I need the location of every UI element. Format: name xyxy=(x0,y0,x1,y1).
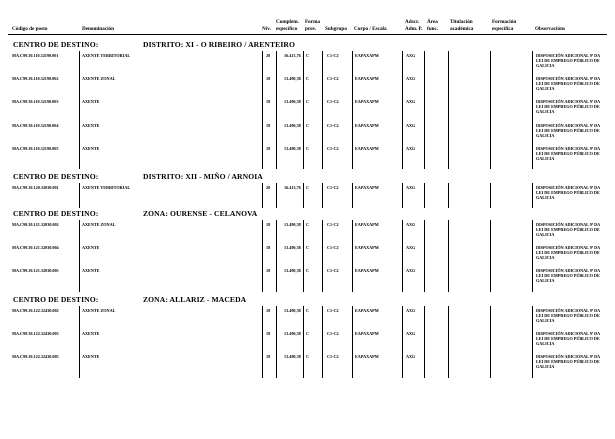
cell-denominacion: AXENTE ZONAL xyxy=(82,222,116,227)
cell-nivel: 20 xyxy=(266,53,271,58)
header-denominacion: Denominación xyxy=(82,26,114,32)
cell-codigo: MA.C99.30.122.32430.003 xyxy=(12,331,59,337)
cell-denominacion: AXENTE xyxy=(82,354,100,360)
cell-adscr: AXG xyxy=(406,99,416,105)
cell-adscr: AXG xyxy=(406,185,416,190)
section-label: CENTRO DE DESTINO: xyxy=(13,172,99,181)
cell-nivel: 18 xyxy=(266,331,271,337)
cell-subgrupo: C1-C2 xyxy=(327,99,339,105)
cell-observacions: DISPOSICIÓN ADICIONAL 9ª DA LEI DE EMPREGO PÚBLICO DE GALICIA xyxy=(536,99,600,115)
cell-complemento: 13.490,38 xyxy=(284,99,301,105)
cell-complemento: 13.490,38 xyxy=(284,245,301,251)
header-forma-1: Forma xyxy=(305,19,320,25)
cell-observacions: DISPOSICIÓN ADICIONAL 9ª DA LEI DE EMPREGO PÚBLICO DE GALICIA xyxy=(536,268,600,284)
cell-denominacion: AXENTE xyxy=(82,122,100,128)
cell-codigo: MA.C99.30.122.32430.002 xyxy=(12,308,59,313)
cell-observacions: DISPOSICIÓN ADICIONAL 9ª DA LEI DE EMPREGO PÚBLICO DE GALICIA xyxy=(536,145,600,161)
cell-adscr: AXG xyxy=(406,245,416,251)
cell-subgrupo: C1-C2 xyxy=(327,145,339,151)
table-row xyxy=(0,123,615,145)
cell-codigo: MA.C99.30.122.32430.005 xyxy=(12,354,59,360)
cell-corpo: EAPAXAPM xyxy=(355,76,379,82)
header-forma-2: prov. xyxy=(305,26,317,32)
cell-forma: C xyxy=(306,53,310,58)
table-row xyxy=(0,76,615,98)
cell-nivel: 18 xyxy=(266,354,271,360)
cell-forma: C xyxy=(306,99,310,105)
cell-forma: C xyxy=(306,145,310,151)
cell-forma: C xyxy=(306,122,310,128)
cell-corpo: EAPAXAPM xyxy=(355,354,379,360)
cell-nivel: 18 xyxy=(266,122,271,128)
header-complemento-2: específico xyxy=(276,26,298,32)
cell-subgrupo: C1-C2 xyxy=(327,185,339,190)
cell-complemento: 13.490,38 xyxy=(284,354,301,360)
cell-complemento: 13.490,38 xyxy=(284,76,301,82)
cell-codigo: MA.C99.30.110.32190.005 xyxy=(12,145,59,151)
cell-complemento: 16.413,76 xyxy=(284,53,301,58)
cell-observacions: DISPOSICIÓN ADICIONAL 9ª DA LEI DE EMPREGO PÚBLICO DE GALICIA xyxy=(536,185,600,200)
cell-corpo: EAPAXAPM xyxy=(355,268,379,274)
cell-forma: C xyxy=(306,185,310,190)
section-label: CENTRO DE DESTINO: xyxy=(13,295,99,304)
cell-codigo: MA.C99.30.121.32030.005 xyxy=(12,268,59,274)
cell-corpo: EAPAXAPM xyxy=(355,53,379,58)
cell-observacions: DISPOSICIÓN ADICIONAL 9ª DA LEI DE EMPREGO PÚBLICO DE GALICIA xyxy=(536,331,600,347)
header-corpo: Corpo / Escala xyxy=(354,26,387,32)
header-area-2: func. xyxy=(427,26,439,32)
section-name: DISTRITO: XII - MIÑO / ARNOIA xyxy=(143,172,263,181)
cell-adscr: AXG xyxy=(406,268,416,274)
cell-forma: C xyxy=(306,308,310,313)
cell-corpo: EAPAXAPM xyxy=(355,122,379,128)
header-titulacion-2: académica xyxy=(450,26,474,32)
cell-observacions: DISPOSICIÓN ADICIONAL 9ª DA LEI DE EMPREGO PÚBLICO DE GALICIA xyxy=(536,308,600,323)
cell-denominacion: AXENTE ZONAL xyxy=(82,76,116,82)
section-name: ZONA: ALLARIZ - MACEDA xyxy=(143,295,247,304)
cell-codigo: MA.C99.30.110.32190.004 xyxy=(12,122,59,128)
cell-nivel: 18 xyxy=(266,99,271,105)
cell-adscr: AXG xyxy=(406,331,416,337)
cell-denominacion: AXENTE xyxy=(82,145,100,151)
header-nivel: Nív. xyxy=(262,26,271,32)
table-row xyxy=(0,53,615,75)
cell-nivel: 18 xyxy=(266,308,271,313)
cell-adscr: AXG xyxy=(406,145,416,151)
cell-nivel: 18 xyxy=(266,222,271,227)
cell-observacions: DISPOSICIÓN ADICIONAL 9ª DA LEI DE EMPREGO PÚBLICO DE GALICIA xyxy=(536,122,600,138)
header-complemento-1: Complem. xyxy=(276,19,299,25)
cell-denominacion: AXENTE TERRITORIAL xyxy=(82,185,131,190)
header-area-1: Área xyxy=(427,19,438,25)
section-name: ZONA: OURENSE - CELANOVA xyxy=(143,209,258,218)
cell-denominacion: AXENTE xyxy=(82,268,100,274)
cell-complemento: 13.490,38 xyxy=(284,308,301,313)
cell-corpo: EAPAXAPM xyxy=(355,331,379,337)
header-observacions: Observacións xyxy=(535,26,565,32)
header-adscr-1: Adscr. xyxy=(405,19,420,25)
cell-codigo: MA.C99.30.110.32190.001 xyxy=(12,53,59,58)
cell-adscr: AXG xyxy=(406,308,416,313)
cell-subgrupo: C1-C2 xyxy=(327,53,339,58)
cell-corpo: EAPAXAPM xyxy=(355,185,379,190)
section-label: CENTRO DE DESTINO: xyxy=(13,40,99,49)
cell-codigo: MA.C99.30.121.32030.002 xyxy=(12,222,59,227)
cell-subgrupo: C1-C2 xyxy=(327,268,339,274)
table-row xyxy=(0,99,615,121)
cell-corpo: EAPAXAPM xyxy=(355,222,379,227)
cell-forma: C xyxy=(306,354,310,360)
cell-nivel: 20 xyxy=(266,185,271,190)
cell-observacions: DISPOSICIÓN ADICIONAL 9ª DA LEI DE EMPREGO PÚBLICO DE GALICIA xyxy=(536,53,600,68)
cell-subgrupo: C1-C2 xyxy=(327,76,339,82)
table-row xyxy=(0,354,615,376)
cell-subgrupo: C1-C2 xyxy=(327,354,339,360)
cell-corpo: EAPAXAPM xyxy=(355,245,379,251)
cell-complemento: 13.490,38 xyxy=(284,122,301,128)
cell-subgrupo: C1-C2 xyxy=(327,122,339,128)
cell-forma: C xyxy=(306,76,310,82)
cell-codigo: MA.C99.30.121.32030.004 xyxy=(12,245,59,251)
table-row xyxy=(0,185,615,207)
cell-complemento: 13.490,38 xyxy=(284,145,301,151)
cell-forma: C xyxy=(306,268,310,274)
table-row xyxy=(0,268,615,290)
cell-codigo: MA.C99.30.110.32190.002 xyxy=(12,76,59,82)
cell-codigo: MA.C99.30.120.32030.001 xyxy=(12,185,59,190)
cell-observacions: DISPOSICIÓN ADICIONAL 9ª DA LEI DE EMPREGO PÚBLICO DE GALICIA xyxy=(536,354,600,370)
cell-denominacion: AXENTE ZONAL xyxy=(82,308,116,313)
cell-corpo: EAPAXAPM xyxy=(355,99,379,105)
cell-adscr: AXG xyxy=(406,53,416,58)
cell-denominacion: AXENTE xyxy=(82,331,100,337)
cell-forma: C xyxy=(306,331,310,337)
cell-nivel: 18 xyxy=(266,76,271,82)
cell-corpo: EAPAXAPM xyxy=(355,145,379,151)
cell-subgrupo: C1-C2 xyxy=(327,331,339,337)
cell-observacions: DISPOSICIÓN ADICIONAL 9ª DA LEI DE EMPREGO PÚBLICO DE GALICIA xyxy=(536,245,600,261)
cell-complemento: 13.490,38 xyxy=(284,268,301,274)
cell-nivel: 18 xyxy=(266,245,271,251)
header-codigo: Código de posto xyxy=(12,26,48,32)
cell-denominacion: AXENTE xyxy=(82,99,100,105)
cell-adscr: AXG xyxy=(406,222,416,227)
cell-forma: C xyxy=(306,222,310,227)
header-formacion-2: específica xyxy=(492,26,514,32)
cell-forma: C xyxy=(306,245,310,251)
cell-nivel: 18 xyxy=(266,145,271,151)
header-formacion-1: Formación xyxy=(492,19,517,25)
cell-adscr: AXG xyxy=(406,76,416,82)
header-adscr-2: Adm. P. xyxy=(405,26,423,32)
table-row xyxy=(0,245,615,267)
cell-observacions: DISPOSICIÓN ADICIONAL 9ª DA LEI DE EMPREGO PÚBLICO DE GALICIA xyxy=(536,222,600,237)
cell-complemento: 13.490,38 xyxy=(284,222,301,227)
cell-complemento: 13.490,38 xyxy=(284,331,301,337)
header-divider xyxy=(8,34,607,35)
table-row xyxy=(0,222,615,244)
cell-subgrupo: C1-C2 xyxy=(327,245,339,251)
cell-denominacion: AXENTE xyxy=(82,245,100,251)
cell-subgrupo: C1-C2 xyxy=(327,222,339,227)
section-label: CENTRO DE DESTINO: xyxy=(13,209,99,218)
cell-subgrupo: C1-C2 xyxy=(327,308,339,313)
section-name: DISTRITO: XI - O RIBEIRO / ARENTEIRO xyxy=(143,40,295,49)
cell-adscr: AXG xyxy=(406,354,416,360)
cell-observacions: DISPOSICIÓN ADICIONAL 9ª DA LEI DE EMPREGO PÚBLICO DE GALICIA xyxy=(536,76,600,92)
cell-corpo: EAPAXAPM xyxy=(355,308,379,313)
header-subgrupo: Subgrupo xyxy=(325,26,347,32)
cell-nivel: 18 xyxy=(266,268,271,274)
cell-denominacion: AXENTE TERRITORIAL xyxy=(82,53,131,58)
header-titulacion-1: Titulación xyxy=(450,19,473,25)
cell-codigo: MA.C99.30.110.32190.003 xyxy=(12,99,59,105)
cell-complemento: 16.413,76 xyxy=(284,185,301,190)
table-row xyxy=(0,308,615,330)
table-row xyxy=(0,146,615,168)
cell-adscr: AXG xyxy=(406,122,416,128)
table-row xyxy=(0,331,615,353)
